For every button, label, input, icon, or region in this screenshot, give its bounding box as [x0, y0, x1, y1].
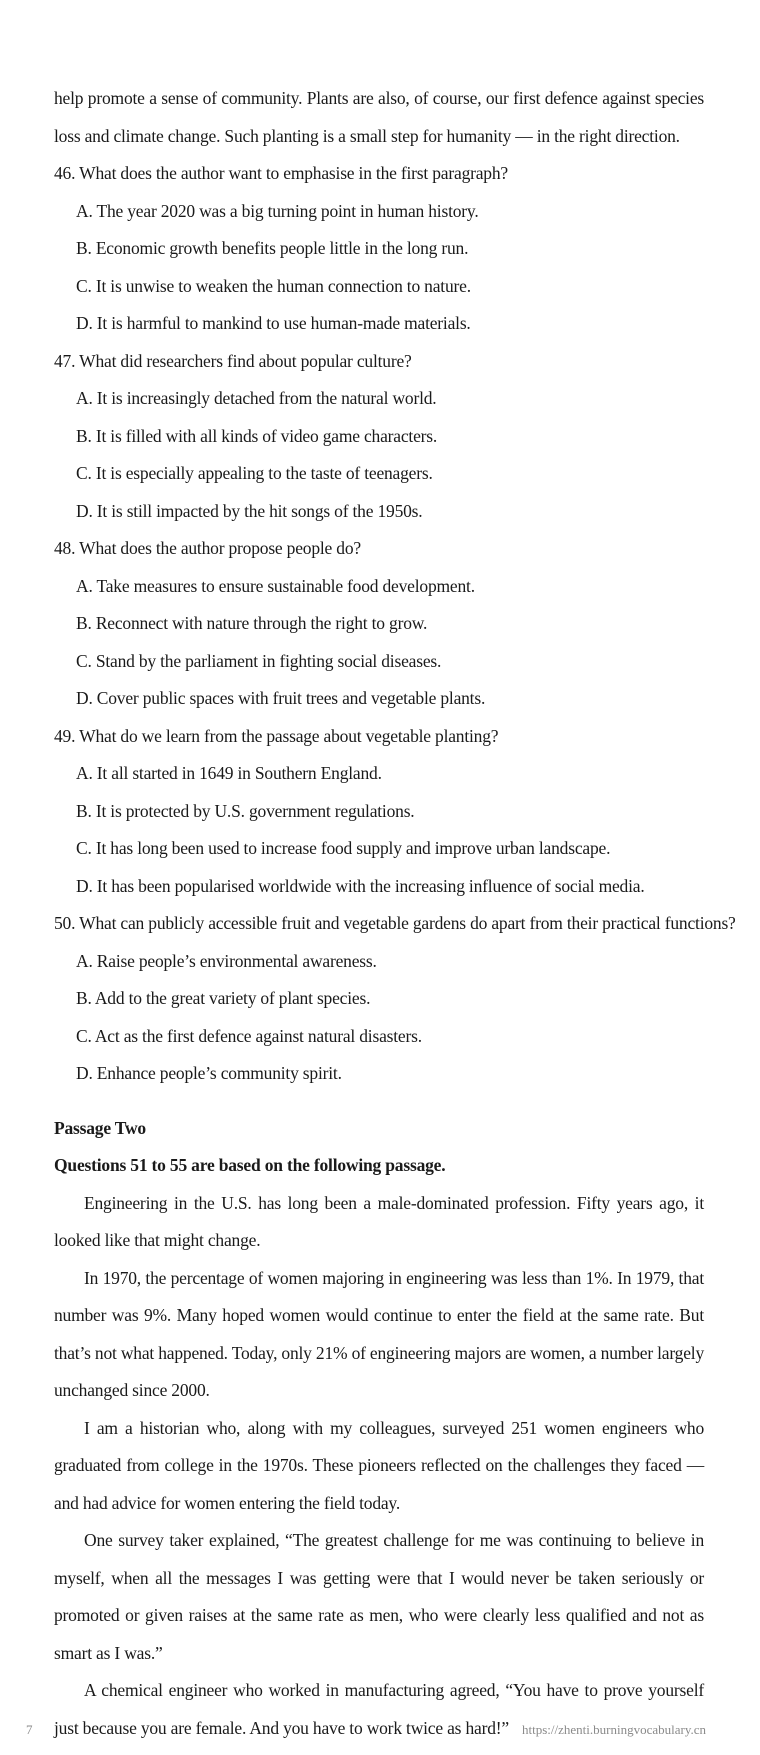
intro-paragraph: help promote a sense of community. Plants are also, of course, our first defence against species loss and climate change. Such planting is a small step for humanity — in the right direction.: [54, 88, 704, 146]
option-c: C. It is unwise to weaken the human connection to nature.: [76, 275, 471, 296]
option-d: D. Cover public spaces with fruit trees and vegetable plants.: [76, 688, 486, 708]
option-b: B. It is filled with all kinds of video game characters.: [76, 425, 438, 446]
option-c: C. It has long been used to increase food supply and improve urban landscape.: [76, 838, 611, 858]
option-d: D. It is still impacted by the hit songs of the 1950s.: [76, 500, 423, 521]
passage-paragraph: In 1970, the percentage of women majoring in engineering was less than 1%. In 1979, that number was 9%. Many hoped women would continue to enter the field at the same rate. But that’s not what happened. Today, only 21% of engineering majors are women, a number largely unchanged since 2000.: [54, 1267, 704, 1400]
question-stem: 47. What did researchers find about popular culture?: [54, 350, 412, 371]
passage-paragraph: I am a historian who, along with my colleagues, surveyed 251 women engineers who graduated from college in the 1970s. These pioneers reflected on the challenges they faced — and had advice for women entering the field today.: [54, 1417, 704, 1513]
passage-two: [54, 1110, 704, 1748]
option-a: A. It is increasingly detached from the natural world.: [76, 388, 437, 408]
question-stem: 48. What does the author propose people do?: [54, 538, 361, 558]
section-spacer: [54, 1093, 704, 1110]
option-b: B. Add to the great variety of plant species.: [76, 988, 371, 1008]
option-d: D. It is harmful to mankind to use human-made materials.: [76, 313, 471, 333]
option-c: C. It is especially appealing to the taste of teenagers.: [76, 463, 433, 483]
question-47: [54, 343, 704, 531]
question-stem: 50. What can publicly accessible fruit and vegetable gardens do apart from their practical functions?: [54, 913, 736, 933]
question-stem: 49. What do we learn from the passage about vegetable planting?: [54, 725, 499, 746]
option-d: D. Enhance people’s community spirit.: [76, 1063, 342, 1083]
passage-paragraph: One survey taker explained, “The greatest challenge for me was continuing to believe in myself, when all the messages I was getting were that I would never be taken seriously or promoted or given raises at the same rate as men, who were clearly less qualified and not as smart as I was.”: [54, 1530, 704, 1663]
option-c: C. Act as the first defence against natural disasters.: [76, 1025, 422, 1046]
option-b: B. It is protected by U.S. government regulations.: [76, 800, 415, 821]
passage-paragraph: Engineering in the U.S. has long been a male-dominated profession. Fifty years ago, it looked like that might change.: [54, 1192, 704, 1250]
passage-title: Passage Two: [54, 1117, 146, 1138]
question-50: [54, 905, 736, 1093]
passage-paragraph: A chemical engineer who worked in manufacturing agreed, “You have to prove yourself just because you are female. And you have to work twice as hard!”: [54, 1680, 704, 1738]
option-d: D. It has been popularised worldwide with the increasing influence of social media.: [76, 875, 645, 896]
option-a: A. Raise people’s environmental awareness.: [76, 950, 377, 971]
source-url: https://zhenti.burningvocabulary.cn: [522, 1722, 706, 1737]
passage-instruction: Questions 51 to 55 are based on the following passage.: [54, 1155, 446, 1175]
option-c: C. Stand by the parliament in fighting social diseases.: [76, 650, 442, 671]
question-49: [54, 718, 704, 906]
document-page: [54, 80, 736, 1747]
question-48: [54, 530, 704, 718]
option-a: A. Take measures to ensure sustainable food development.: [76, 575, 475, 596]
option-a: A. The year 2020 was a big turning point in human history.: [76, 200, 479, 221]
question-stem: 46. What does the author want to emphasise in the first paragraph?: [54, 163, 508, 183]
option-a: A. It all started in 1649 in Southern England.: [76, 763, 382, 783]
question-46: [54, 155, 704, 343]
option-b: B. Reconnect with nature through the right to grow.: [76, 613, 428, 633]
option-b: B. Economic growth benefits people little in the long run.: [76, 238, 469, 258]
page-number: 7: [26, 1722, 33, 1737]
